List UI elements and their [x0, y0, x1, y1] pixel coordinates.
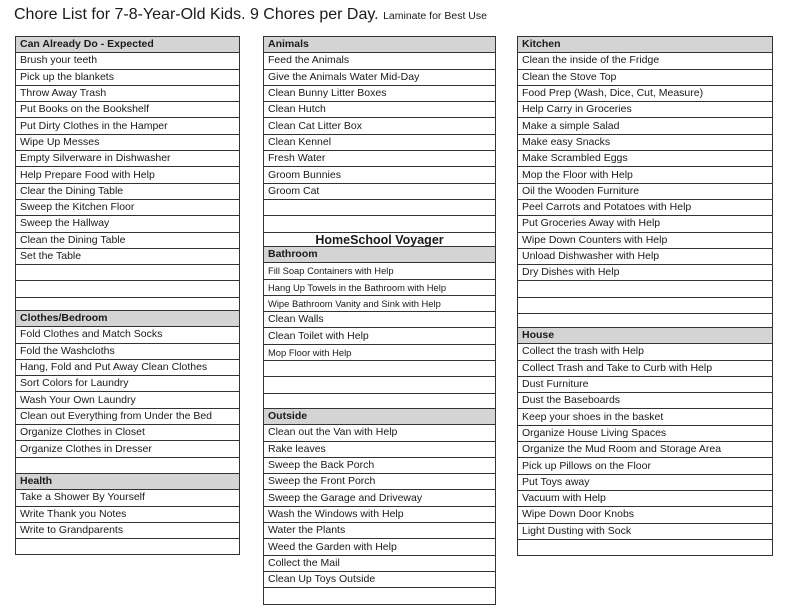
table-row: [518, 393, 773, 409]
chore-item: Feed the Animals: [264, 53, 496, 69]
chore-item: Hang, Fold and Put Away Clean Clothes: [16, 359, 240, 375]
table-row: [264, 523, 496, 539]
table-row: [16, 118, 240, 134]
table-row: [518, 490, 773, 506]
table-row: [264, 588, 496, 604]
section-health: [15, 473, 240, 555]
chore-item: Rake leaves: [264, 441, 496, 457]
table-row: [518, 442, 773, 458]
empty-cell: [518, 297, 773, 313]
chore-item: Clean Toilet with Help: [264, 328, 496, 344]
table-row: [16, 69, 240, 85]
table-row: [16, 53, 240, 69]
chore-item: Clean the Dining Table: [16, 232, 240, 248]
table-row: [264, 425, 496, 441]
chore-item: Pick up the blankets: [16, 69, 240, 85]
empty-cell: [264, 361, 496, 377]
table-row: [16, 359, 240, 375]
chore-item: Dust the Baseboards: [518, 393, 773, 409]
chore-item: Collect the Mail: [264, 555, 496, 571]
chore-item: Wash Your Own Laundry: [16, 392, 240, 408]
chore-item: Take a Shower By Yourself: [16, 490, 240, 506]
chore-item: Dry Dishes with Help: [518, 265, 773, 281]
page-title: [14, 6, 487, 24]
table-row: [518, 409, 773, 425]
section-header: Clothes/Bedroom: [16, 311, 240, 327]
table-row: [264, 506, 496, 522]
table-row: [518, 151, 773, 167]
table-row: [518, 85, 773, 101]
table-row: [16, 281, 240, 297]
section-bathroom: [263, 246, 496, 410]
table-row: [264, 183, 496, 199]
chore-item: Wipe Down Counters with Help: [518, 232, 773, 248]
chore-item: Put Groceries Away with Help: [518, 216, 773, 232]
chore-item: Make Scrambled Eggs: [518, 151, 773, 167]
table-row: [518, 297, 773, 313]
table-row: [264, 295, 496, 311]
empty-cell: [518, 539, 773, 555]
chore-item: Organize House Living Spaces: [518, 425, 773, 441]
table-row: [16, 327, 240, 343]
table-row: [518, 507, 773, 523]
table-row: [16, 102, 240, 118]
chore-item: Clean Kennel: [264, 134, 496, 150]
table-row: [264, 85, 496, 101]
table-row: [518, 53, 773, 69]
chore-item: Clean out Everything from Under the Bed: [16, 408, 240, 424]
chore-item: Write to Grandparents: [16, 522, 240, 538]
section-outside: [263, 408, 496, 605]
chore-item: Wash the Windows with Help: [264, 506, 496, 522]
table-row: [16, 376, 240, 392]
section-animals: [263, 36, 496, 249]
empty-cell: [16, 281, 240, 297]
table-row: [16, 343, 240, 359]
table-row: [264, 263, 496, 279]
table-row: [16, 506, 240, 522]
chore-item: Make a simple Salad: [518, 118, 773, 134]
table-row: [518, 69, 773, 85]
chore-item: Put Dirty Clothes in the Hamper: [16, 118, 240, 134]
empty-cell: [264, 199, 496, 215]
empty-cell: [264, 377, 496, 393]
table-row: [264, 457, 496, 473]
chore-item: Clean the inside of the Fridge: [518, 53, 773, 69]
table-row: [264, 344, 496, 360]
title-subtitle: Laminate for Best Use: [383, 10, 487, 22]
chore-item: Groom Cat: [264, 183, 496, 199]
table-row: [518, 458, 773, 474]
chore-item: Food Prep (Wash, Dice, Cut, Measure): [518, 85, 773, 101]
section-header: Animals: [264, 37, 496, 53]
table-row: [16, 183, 240, 199]
empty-cell: [16, 457, 240, 473]
chore-item: Vacuum with Help: [518, 490, 773, 506]
chore-item: Sweep the Garage and Driveway: [264, 490, 496, 506]
chore-item: Keep your shoes in the basket: [518, 409, 773, 425]
chore-item: Organize Clothes in Dresser: [16, 441, 240, 457]
table-row: [264, 441, 496, 457]
chore-item: Sweep the Back Porch: [264, 457, 496, 473]
chore-item: Mop Floor with Help: [264, 344, 496, 360]
table-row: [16, 265, 240, 281]
table-row: [264, 279, 496, 295]
section-header: Kitchen: [518, 37, 773, 53]
chore-item: Fold the Washcloths: [16, 343, 240, 359]
table-row: [264, 118, 496, 134]
chore-item: Peel Carrots and Potatoes with Help: [518, 199, 773, 215]
chore-item: Write Thank you Notes: [16, 506, 240, 522]
table-row: [518, 539, 773, 555]
chore-item: Unload Dishwasher with Help: [518, 248, 773, 264]
table-row: [518, 474, 773, 490]
chore-item: Clear the Dining Table: [16, 183, 240, 199]
chore-item: Organize the Mud Room and Storage Area: [518, 442, 773, 458]
chore-item: Hang Up Towels in the Bathroom with Help: [264, 279, 496, 295]
chore-item: Mop the Floor with Help: [518, 167, 773, 183]
table-row: [264, 490, 496, 506]
table-row: [264, 474, 496, 490]
chore-item: Collect the trash with Help: [518, 344, 773, 360]
table-row: [16, 232, 240, 248]
table-row: [518, 183, 773, 199]
chore-item: Brush your teeth: [16, 53, 240, 69]
table-row: [264, 134, 496, 150]
section-can-already-do: [15, 36, 240, 314]
table-row: [16, 425, 240, 441]
chore-item: Help Carry in Groceries: [518, 102, 773, 118]
chore-item: Help Prepare Food with Help: [16, 167, 240, 183]
chore-item: Put Books on the Bookshelf: [16, 102, 240, 118]
table-row: [518, 360, 773, 376]
chore-item: Fold Clothes and Match Socks: [16, 327, 240, 343]
table-row: [264, 102, 496, 118]
table-row: [264, 216, 496, 232]
table-row: [518, 232, 773, 248]
table-row: [518, 118, 773, 134]
chore-item: Collect Trash and Take to Curb with Help: [518, 360, 773, 376]
table-row: [518, 167, 773, 183]
table-row: [518, 134, 773, 150]
chore-item: Light Dusting with Sock: [518, 523, 773, 539]
table-row: [264, 571, 496, 587]
chore-item: Groom Bunnies: [264, 167, 496, 183]
empty-cell: [264, 588, 496, 604]
table-row: [518, 344, 773, 360]
table-row: [16, 216, 240, 232]
section-header: Health: [16, 474, 240, 490]
chore-item: Clean Up Toys Outside: [264, 571, 496, 587]
table-row: [518, 248, 773, 264]
chore-item: Organize Clothes in Closet: [16, 425, 240, 441]
chore-item: Give the Animals Water Mid-Day: [264, 69, 496, 85]
brand-label: HomeSchool Voyager: [264, 232, 496, 248]
table-row: [264, 69, 496, 85]
table-row: [16, 199, 240, 215]
table-row: [518, 281, 773, 297]
chore-item: Sort Colors for Laundry: [16, 376, 240, 392]
table-row: [16, 408, 240, 424]
empty-cell: [264, 216, 496, 232]
chore-item: Make easy Snacks: [518, 134, 773, 150]
table-row: [264, 199, 496, 215]
empty-cell: [16, 265, 240, 281]
section-header: Can Already Do - Expected: [16, 37, 240, 53]
table-row: [16, 248, 240, 264]
chore-item: Clean Walls: [264, 312, 496, 328]
table-row: [264, 167, 496, 183]
section-kitchen: [517, 36, 773, 330]
chore-item: Empty Silverware in Dishwasher: [16, 151, 240, 167]
chore-item: Clean Bunny Litter Boxes: [264, 85, 496, 101]
chore-item: Water the Plants: [264, 523, 496, 539]
chore-item: Wipe Bathroom Vanity and Sink with Help: [264, 295, 496, 311]
chore-item: Sweep the Hallway: [16, 216, 240, 232]
empty-cell: [518, 281, 773, 297]
table-row: [264, 53, 496, 69]
table-row: [518, 523, 773, 539]
chore-item: Sweep the Front Porch: [264, 474, 496, 490]
table-row: [518, 376, 773, 392]
chore-item: Clean Cat Litter Box: [264, 118, 496, 134]
chore-item: Pick up Pillows on the Floor: [518, 458, 773, 474]
table-row: [16, 85, 240, 101]
section-clothes-bedroom: [15, 310, 240, 474]
chore-item: Put Toys away: [518, 474, 773, 490]
chore-item: Clean the Stove Top: [518, 69, 773, 85]
table-row: [264, 312, 496, 328]
chore-item: Wipe Up Messes: [16, 134, 240, 150]
table-row: [16, 167, 240, 183]
chore-item: Fresh Water: [264, 151, 496, 167]
chore-item: Throw Away Trash: [16, 85, 240, 101]
table-row: [16, 441, 240, 457]
table-row: [16, 539, 240, 555]
chore-item: Wipe Down Door Knobs: [518, 507, 773, 523]
table-row: [16, 457, 240, 473]
table-row: [16, 392, 240, 408]
table-row: [518, 265, 773, 281]
table-row: [518, 425, 773, 441]
table-row: [518, 199, 773, 215]
empty-cell: [16, 539, 240, 555]
table-row: [264, 539, 496, 555]
table-row: [264, 328, 496, 344]
table-row: [16, 134, 240, 150]
chore-item: Set the Table: [16, 248, 240, 264]
chore-item: Weed the Garden with Help: [264, 539, 496, 555]
table-row: [264, 555, 496, 571]
chore-item: Fill Soap Containers with Help: [264, 263, 496, 279]
chore-item: Clean Hutch: [264, 102, 496, 118]
table-row: [16, 151, 240, 167]
table-row: [518, 102, 773, 118]
section-header: Outside: [264, 409, 496, 425]
table-row: [16, 522, 240, 538]
section-header: Bathroom: [264, 247, 496, 263]
chore-item: Clean out the Van with Help: [264, 425, 496, 441]
table-row: [16, 490, 240, 506]
title-main: Chore List for 7-8-Year-Old Kids. 9 Chores per Day.: [14, 6, 379, 23]
section-header: House: [518, 328, 773, 344]
chore-item: Oil the Wooden Furniture: [518, 183, 773, 199]
section-house: [517, 327, 773, 556]
chore-item: Sweep the Kitchen Floor: [16, 199, 240, 215]
table-row: [264, 377, 496, 393]
chore-item: Dust Furniture: [518, 376, 773, 392]
table-row: [264, 361, 496, 377]
table-row: [518, 216, 773, 232]
table-row: [264, 151, 496, 167]
